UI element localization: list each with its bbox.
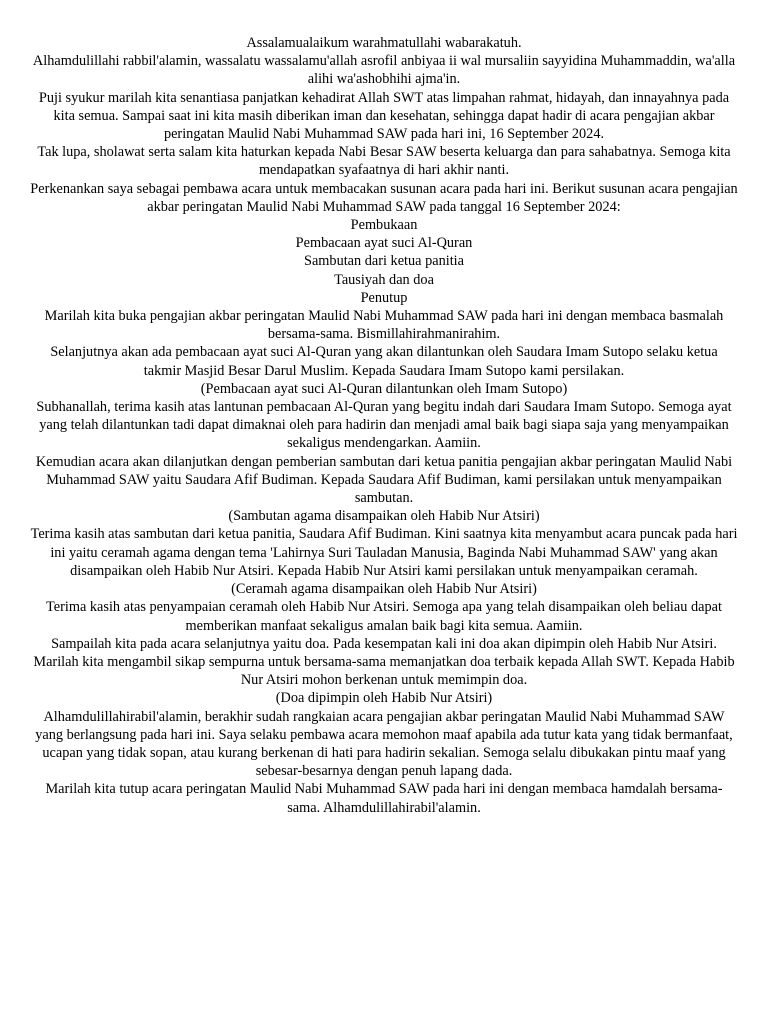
greeting-paragraph: Assalamualaikum warahmatullahi wabarakatuh. [246, 35, 522, 51]
hamdalah-paragraph: Marilah kita tutup acara peringatan Maulid Nabi Muhammad SAW pada hari ini dengan membaca hamdalah bersama-sama. Alhamdulillahirabil'alamin. [45, 781, 723, 816]
document-body [30, 34, 738, 817]
sholawat-paragraph: Tak lupa, sholawat serta salam kita haturkan kepada Nabi Besar SAW beserta keluarga dan para sahabatnya. Semoga kita mendapatkan syafaatnya di hari akhir nanti. [37, 144, 731, 179]
agenda-item-sambutan: Sambutan dari ketua panitia [304, 253, 464, 270]
agenda-item-quran: Pembacaan ayat suci Al-Quran [295, 235, 473, 252]
quran-thanks-paragraph: Subhanallah, terima kasih atas lantunan pembacaan Al-Quran yang begitu indah dari Saudara Imam Sutopo. Semoga ayat yang telah dilantunkan tadi dapat dimaknai oleh para hadirin dan menjadi amal baik bagi siapa saja yang menyampaikan sekaligus mendengarkan. Aamiin. [36, 399, 732, 452]
agenda-item-tausiyah: Tausiyah dan doa [334, 271, 434, 288]
stage-note-doa: (Doa dipimpin oleh Habib Nur Atsiri) [275, 690, 493, 707]
doa-invitation-paragraph: Sampailah kita pada acara selanjutnya yaitu doa. Pada kesempatan kali ini doa akan dipimpin oleh Habib Nur Atsiri. Marilah kita mengambil sikap sempurna untuk bersama-sama memanjatkan doa terbaik kepada Allah SWT. Kepada Habib Nur Atsiri mohon berkenan untuk memimpin doa. [33, 635, 735, 689]
agenda-item-penutup: Penutup [360, 289, 408, 306]
gratitude-paragraph: Puji syukur marilah kita senantiasa panjatkan kehadirat Allah SWT atas limpahan rahmat, hidayah, dan innayahnya pada kita semua. Sampai saat ini kita masih diberikan iman dan kesehatan, sehingga dapat hadir di acara pengajian akbar peringatan Maulid Nabi Muhammad SAW pada hari ini, 16 September 2024. [38, 89, 730, 143]
stage-note-ceramah: (Ceramah agama disampaikan oleh Habib Nur Atsiri) [231, 581, 537, 598]
sambutan-invitation-paragraph: Kemudian acara akan dilanjutkan dengan pemberian sambutan dari ketua panitia pengajian akbar peringatan Maulid Nabi Muhammad SAW yaitu Saudara Afif Budiman. Kepada Saudara Afif Budiman, kami persilakan untuk menyampaikan sambutan. [35, 453, 733, 507]
ceramah-invitation-paragraph: Terima kasih atas sambutan dari ketua panitia, Saudara Afif Budiman. Kini saatnya kita menyambut acara puncak pada hari ini yaitu ceramah agama dengan tema 'Lahirnya Suri Tauladan Manusia, Baginda Nabi Muhammad SAW' yang akan disampaikan oleh Habib Nur Atsiri. Kepada Habib Nur Atsiri kami persilakan untuk menyampaikan ceramah. [30, 526, 738, 579]
basmalah-paragraph: Marilah kita buka pengajian akbar peringatan Maulid Nabi Muhammad SAW pada hari ini dengan membaca basmalah bersama-sama. Bismillahirahmanirahim. [44, 308, 724, 343]
closing-paragraph: Alhamdulillahirabil'alamin, berakhir sudah rangkaian acara pengajian akbar peringatan Maulid Nabi Muhammad SAW yang berlangsung pada hari ini. Saya selaku pembawa acara memohon maaf apabila ada tutur kata yang tidak bermanfaat, ucapan yang tidak sopan, atau kurang berkenan di hati para hadirin sekalian. Semoga selalu dibukakan pintu maaf yang sebesar-besarnya dengan penuh lapang dada. [35, 708, 733, 780]
agenda-intro-paragraph: Perkenankan saya sebagai pembawa acara untuk membacakan susunan acara pada hari ini. Berikut susunan acara pengajian akbar peringatan Maulid Nabi Muhammad SAW pada tanggal 16 September 2024: [30, 180, 738, 215]
opening-praise-paragraph: Alhamdulillahi rabbil'alamin, wassalatu wassalamu'allah asrofil anbiyaa ii wal mursaliin sayyidina Muhammaddin, wa'alla alihi wa'ashobhihi ajma'in. [32, 53, 736, 88]
agenda-item-pembukaan: Pembukaan [350, 217, 418, 234]
stage-note-quran: (Pembacaan ayat suci Al-Quran dilantunkan oleh Imam Sutopo) [200, 380, 568, 397]
ceramah-thanks-paragraph: Terima kasih atas penyampaian ceramah oleh Habib Nur Atsiri. Semoga apa yang telah disampaikan oleh beliau dapat memberikan manfaat sekaligus amalan baik bagi kita semua. Aamiin. [46, 599, 722, 634]
stage-note-sambutan: (Sambutan agama disampaikan oleh Habib Nur Atsiri) [228, 508, 540, 525]
quran-invitation-paragraph: Selanjutnya akan ada pembacaan ayat suci Al-Quran yang akan dilantunkan oleh Saudara Imam Sutopo selaku ketua takmir Masjid Besar Darul Muslim. Kepada Saudara Imam Sutopo kami persilakan. [50, 344, 718, 379]
